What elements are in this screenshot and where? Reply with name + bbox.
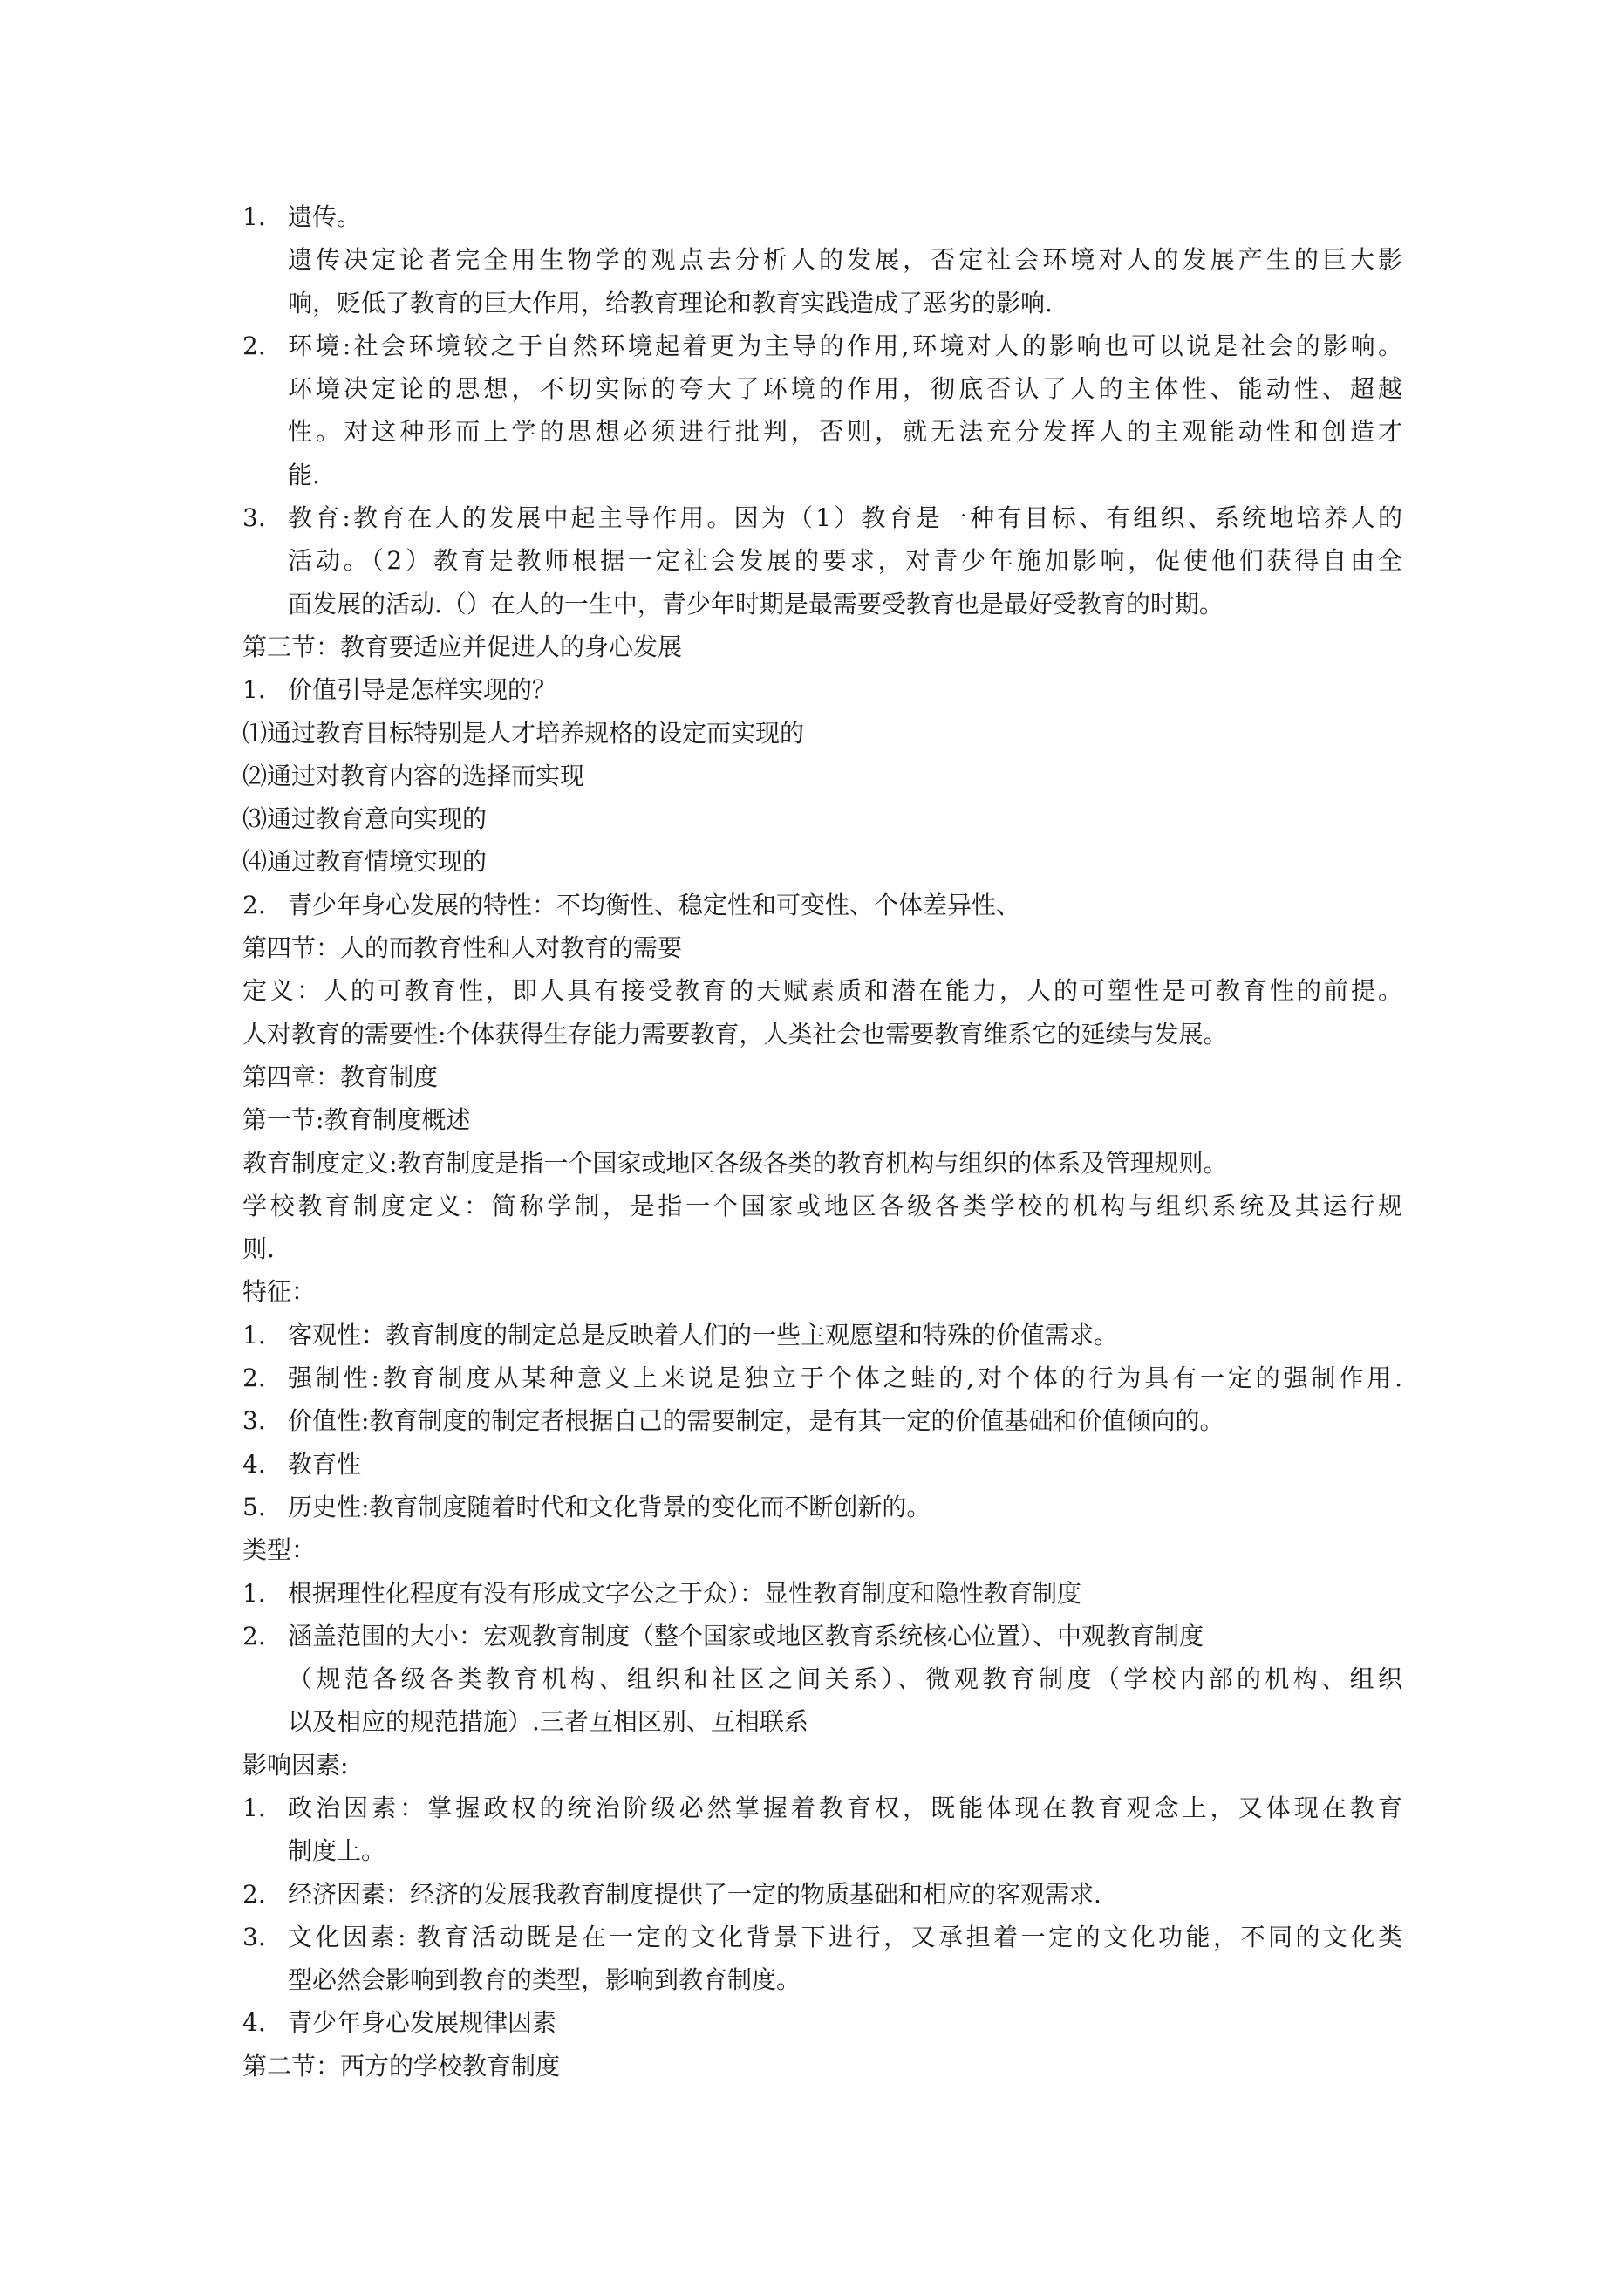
paragraph-text: 教育制度定义:教育制度是指一个国家或地区各级各类的教育机构与组织的体系及管理规则。 xyxy=(242,1148,1228,1178)
list-item-text: 根据理性化程度有没有形成文字公之于众）：显性教育制度和隐性教育制度 xyxy=(288,1578,1082,1608)
continuation-line xyxy=(242,1829,1402,1872)
list-number: 1. xyxy=(242,675,266,705)
paragraph-text: 型必然会影响到教育的类型，影响到教育制度。 xyxy=(288,1965,801,1995)
text-line xyxy=(242,712,1402,755)
list-item xyxy=(242,1873,1402,1916)
text-line xyxy=(242,1227,1402,1270)
document-page xyxy=(242,195,1402,2088)
list-item-text: 教育:教育在人的发展中起主导作用。因为（1）教育是一种有目标、有组织、系统地培养人的 xyxy=(288,503,1402,533)
list-number: 1. xyxy=(242,1320,266,1350)
list-item xyxy=(242,1356,1402,1399)
text-line xyxy=(242,1185,1402,1227)
list-item xyxy=(242,884,1402,926)
list-item xyxy=(242,2001,1402,2044)
text-line xyxy=(242,1528,1402,1571)
continuation-line xyxy=(242,1958,1402,2001)
paragraph-text: 特征： xyxy=(242,1277,317,1307)
text-line xyxy=(242,926,1402,969)
text-line xyxy=(242,840,1402,883)
list-item xyxy=(242,1787,1402,1829)
continuation-line xyxy=(242,238,1402,281)
list-item xyxy=(242,325,1402,367)
list-number: 3. xyxy=(242,503,266,533)
list-item xyxy=(242,668,1402,711)
text-line xyxy=(242,1098,1402,1141)
paragraph-text: 活动。（2）教育是教师根据一定社会发展的要求，对青少年施加影响，促使他们获得自由全 xyxy=(288,546,1402,576)
list-item xyxy=(242,1615,1402,1657)
list-item-text: 政治因素：掌握政权的统治阶级必然掌握着教育权，既能体现在教育观念上，又体现在教育 xyxy=(288,1793,1402,1822)
list-item-text: 文化因素: 教育活动既是在一定的文化背景下进行，又承担着一定的文化功能，不同的文化类 xyxy=(288,1922,1402,1951)
continuation-line xyxy=(242,1700,1402,1743)
continuation-line xyxy=(242,367,1402,410)
paragraph-text: 第二节：西方的学校教育制度 xyxy=(242,2051,561,2081)
paragraph-text: 第四节：人的而教育性和人对教育的需要 xyxy=(242,933,683,963)
list-item xyxy=(242,195,1402,238)
paragraph-text: 响，贬低了教育的巨大作用，给教育理论和教育实践造成了恶劣的影响. xyxy=(288,288,1053,318)
list-number: 2. xyxy=(242,1621,266,1650)
list-item xyxy=(242,1399,1402,1442)
paragraph-text: ⑴通过教育目标特别是人才培养规格的设定而实现的 xyxy=(242,718,805,748)
list-item-text: 教育性 xyxy=(288,1449,362,1479)
list-item-text: 环境:社会环境较之于自然环境起着更为主导的作用,环境对人的影响也可以说是社会的影响。 xyxy=(288,331,1402,360)
list-number: 4. xyxy=(242,2008,266,2038)
paragraph-text: 第三节：教育要适应并促进人的身心发展 xyxy=(242,632,683,661)
list-item xyxy=(242,1916,1402,1958)
text-line xyxy=(242,1142,1402,1185)
list-item-text: 青少年身心发展的特性：不均衡性、稳定性和可变性、个体差异性、 xyxy=(288,890,1021,919)
list-item-text: 强制性:教育制度从某种意义上来说是独立于个体之蛙的,对个体的行为具有一定的强制作用. xyxy=(288,1363,1402,1393)
text-line xyxy=(242,1744,1402,1787)
continuation-line xyxy=(242,539,1402,582)
list-item-text: 价值引导是怎样实现的？ xyxy=(288,675,557,705)
list-number: 1. xyxy=(242,1578,266,1608)
list-number: 2. xyxy=(242,1879,266,1909)
paragraph-text: 面发展的活动.（）在人的一生中，青少年时期是最需要受教育也是最好受教育的时期。 xyxy=(288,589,1224,618)
list-number: 5. xyxy=(242,1492,266,1521)
text-line xyxy=(242,2045,1402,2088)
list-number: 3. xyxy=(242,1406,266,1436)
list-item-text: 涵盖范围的大小：宏观教育制度（整个国家或地区教育系统核心位置）、中观教育制度 xyxy=(288,1621,1204,1650)
list-number: 2. xyxy=(242,890,266,919)
paragraph-text: 能. xyxy=(288,460,320,489)
list-item xyxy=(242,1486,1402,1528)
list-item-text: 青少年身心发展规律因素 xyxy=(288,2008,557,2038)
list-item xyxy=(242,496,1402,539)
continuation-line xyxy=(242,583,1402,625)
paragraph-text: 定义：人的可教育性，即人具有接受教育的天赋素质和潜在能力，人的可塑性是可教育性的前提。 xyxy=(242,976,1402,1006)
continuation-line xyxy=(242,410,1402,453)
paragraph-text: 类型： xyxy=(242,1535,317,1565)
text-line xyxy=(242,1270,1402,1313)
text-line xyxy=(242,755,1402,797)
paragraph-text: 以及相应的规范措施）.三者互相区别、互相联系 xyxy=(288,1707,808,1737)
text-line xyxy=(242,797,1402,840)
text-line xyxy=(242,1013,1402,1056)
paragraph-text: ⑵通过对教育内容的选择而实现 xyxy=(242,761,585,790)
list-item-text: 经济因素：经济的发展我教育制度提供了一定的物质基础和相应的客观需求. xyxy=(288,1879,1101,1909)
paragraph-text: 环境决定论的思想，不切实际的夸大了环境的作用，彻底否认了人的主体性、能动性、超越 xyxy=(288,374,1402,404)
continuation-line xyxy=(242,282,1402,325)
paragraph-text: 影响因素: xyxy=(242,1750,349,1780)
list-number: 4. xyxy=(242,1449,266,1479)
paragraph-text: （规范各级各类教育机构、组织和社区之间关系）、微观教育制度（学校内部的机构、组织 xyxy=(288,1664,1402,1694)
list-number: 2. xyxy=(242,331,266,360)
continuation-line xyxy=(242,454,1402,496)
text-line xyxy=(242,1056,1402,1098)
list-item-text: 遗传。 xyxy=(288,202,362,231)
paragraph-text: ⑷通过教育情境实现的 xyxy=(242,847,488,877)
list-item-text: 价值性:教育制度的制定者根据自己的需要制定，是有其一定的价值基础和价值倾向的。 xyxy=(288,1406,1224,1436)
paragraph-text: 遗传决定论者完全用生物学的观点去分析人的发展，否定社会环境对人的发展产生的巨大影 xyxy=(288,245,1402,275)
paragraph-text: 第一节:教育制度概述 xyxy=(242,1105,471,1135)
text-line xyxy=(242,969,1402,1012)
paragraph-text: 学校教育制度定义：简称学制，是指一个国家或地区各级各类学校的机构与组织系统及其运行规 xyxy=(242,1191,1402,1220)
paragraph-text: 性。对这种形而上学的思想必须进行批判，否则，就无法充分发挥人的主观能动性和创造才 xyxy=(288,417,1402,447)
list-number: 2. xyxy=(242,1363,266,1393)
list-item xyxy=(242,1314,1402,1356)
paragraph-text: 制度上。 xyxy=(288,1836,386,1866)
continuation-line xyxy=(242,1657,1402,1700)
paragraph-text: 第四章：教育制度 xyxy=(242,1062,439,1091)
list-item-text: 客观性：教育制度的制定总是反映着人们的一些主观愿望和特殊的价值需求。 xyxy=(288,1320,1119,1350)
list-number: 1. xyxy=(242,202,266,231)
list-number: 1. xyxy=(242,1793,266,1822)
paragraph-text: ⑶通过教育意向实现的 xyxy=(242,804,488,834)
list-item xyxy=(242,1443,1402,1486)
list-item xyxy=(242,1572,1402,1615)
list-number: 3. xyxy=(242,1922,266,1951)
paragraph-text: 则. xyxy=(242,1234,275,1264)
paragraph-text: 人对教育的需要性:个体获得生存能力需要教育，人类社会也需要教育维系它的延续与发展。 xyxy=(242,1019,1228,1049)
list-item-text: 历史性:教育制度随着时代和文化背景的变化而不断创新的。 xyxy=(288,1492,931,1521)
text-line xyxy=(242,625,1402,668)
